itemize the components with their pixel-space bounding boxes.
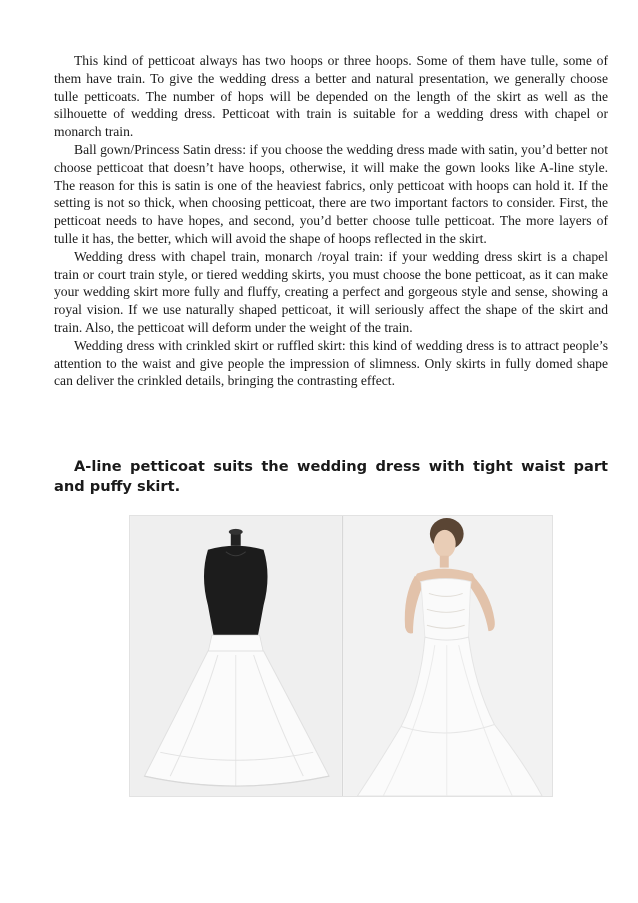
wedding-dress-model-image [343,516,553,796]
body-text [54,52,608,390]
paragraph-petticoat-hoops: This kind of petticoat always has two hoops or three hoops. Some of them have tulle, some of them have train. To give the wedding dress a better and natural presentation, we generally choose tulle petticoats. The number of hops will be depended on the length of the skirt as well as the silhouette of wedding dress. Petticoat with train is suitable for a wedding dress with chapel or monarch train. [54,53,608,140]
wedding-dress-photo [343,516,553,796]
photo-pair [129,515,553,797]
paragraph-crinkled-skirt: Wedding dress with crinkled skirt or ruffled skirt: this kind of wedding dress is to attract people’s attention to the waist and give people the impression of slimness. Only skirts in fully domed shape can deliver the crinkled details, bringing the contrasting effect. [54,337,608,389]
section-heading: A-line petticoat suits the wedding dress with tight waist part and puffy skirt. [54,458,608,495]
petticoat-mannequin-image [130,516,342,796]
paragraph-ball-gown-satin: Ball gown/Princess Satin dress: if you choose the wedding dress made with satin, you’d better not choose petticoat that doesn’t have hoops, otherwise, it will make the gown looks like A-line style. The reason for this is satin is one of the heaviest fabrics, only petticoat with hoops can hold it. If the setting is not so thick, when choosing petticoat, there are two important factors to consider. First, the petticoat needs to have hopes, and second, you’d better choose tulle petticoat. The more layers of tulle it has, the better, which will avoid the shape of hoops reflected in the skirt. [54,141,608,246]
petticoat-photo [130,516,343,796]
paragraph-chapel-train: Wedding dress with chapel train, monarch /royal train: if your wedding dress skirt is a chapel train or court train style, or tiered wedding skirts, you must choose the bone petticoat, as it can make your wedding skirt more fully and fluffy, creating a perfect and gorgeous style and sense, showing a royal vision. If we use naturally shaped petticoat, it will seriously affect the shape of the skirt and train. Also, the petticoat will deform under the weight of the train. [54,248,608,335]
